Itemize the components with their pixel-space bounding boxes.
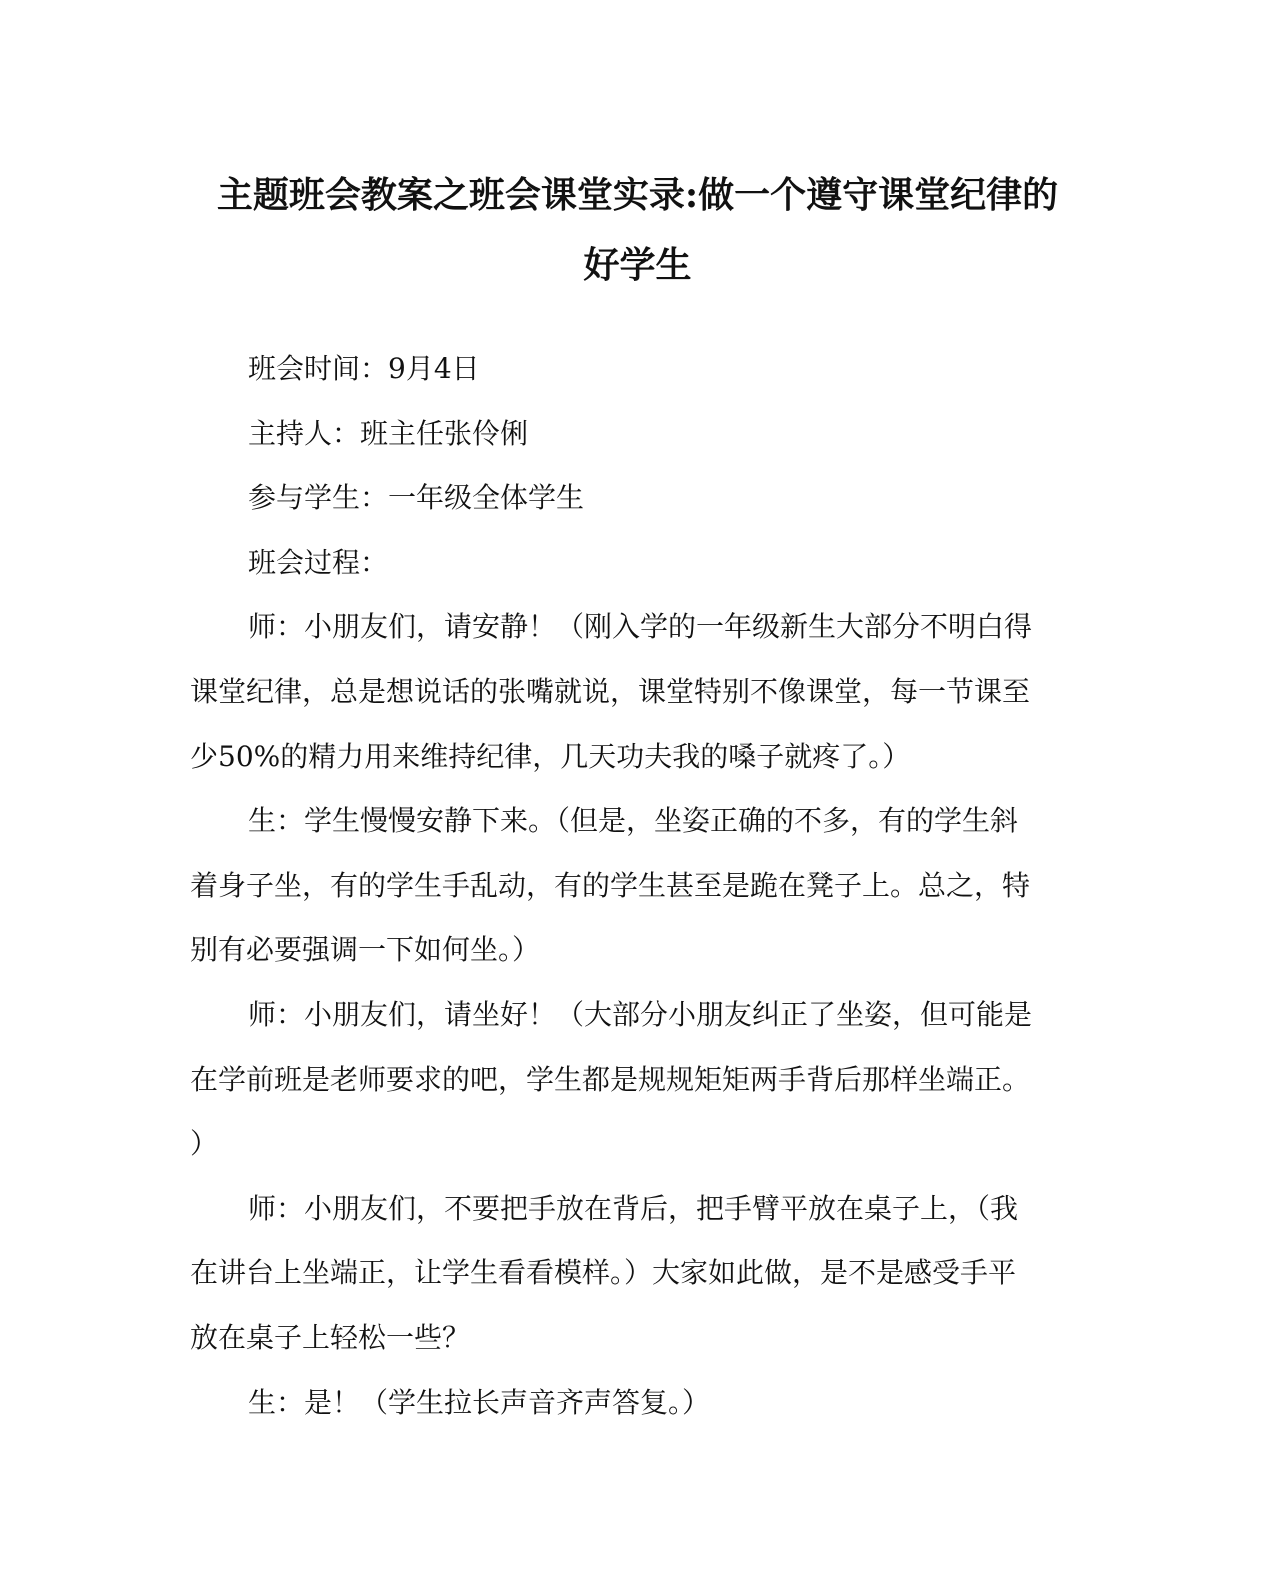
paragraph-line: 少50%的精力用来维持纪律，几天功夫我的嗓子就疼了。）: [190, 739, 911, 773]
paragraph-line: 师：小朋友们，不要把手放在背后，把手臂平放在桌子上，（我: [248, 1191, 1019, 1225]
meta-host: [190, 402, 1055, 467]
meta-host-text: 主持人：班主任张伶俐: [248, 416, 529, 450]
paragraph-line: 在学前班是老师要求的吧，学生都是规规矩矩两手背后那样坐端正。: [190, 1062, 1031, 1096]
paragraph-line: 放在桌子上轻松一些？: [190, 1320, 471, 1354]
paragraph-line: 着身子坐，有的学生手乱动，有的学生甚至是跪在凳子上。总之，特: [190, 868, 1031, 902]
meta-process: [190, 531, 1055, 596]
document-title: [160, 160, 1115, 300]
dialogue-paragraph-3: [190, 983, 1055, 1177]
meta-time: [190, 337, 1055, 402]
paragraph-line: 课堂纪律，总是想说话的张嘴就说，课堂特别不像课堂，每一节课至: [190, 674, 1031, 708]
paragraph-line: 师：小朋友们，请坐好！（大部分小朋友纠正了坐姿，但可能是: [248, 997, 1033, 1031]
meta-process-text: 班会过程：: [248, 545, 389, 579]
dialogue-paragraph-4: [190, 1177, 1055, 1371]
meta-participants: [190, 466, 1055, 531]
dialogue-paragraph-2: [190, 789, 1055, 983]
dialogue-paragraph-1: [190, 595, 1055, 789]
meta-time-text: 班会时间：9月4日: [248, 352, 480, 385]
document-body: [190, 337, 1055, 1435]
paragraph-line: 别有必要强调一下如何坐。）: [190, 933, 541, 967]
dialogue-paragraph-5: [190, 1371, 1055, 1436]
paragraph-line: 师：小朋友们，请安静！（刚入学的一年级新生大部分不明白得: [248, 610, 1033, 644]
meta-participants-text: 参与学生：一年级全体学生: [248, 481, 585, 515]
paragraph-line: 在讲台上坐端正，让学生看看模样。）大家如此做，是不是感受手平: [190, 1256, 1017, 1290]
title-line-2: 好学生: [583, 244, 692, 286]
paragraph-line: 生：是！（学生拉长声音齐声答复。）: [248, 1385, 711, 1419]
title-line-1: 主题班会教案之班会课堂实录:做一个遵守课堂纪律的: [216, 174, 1059, 216]
paragraph-line: ）: [190, 1127, 219, 1161]
paragraph-line: 生：学生慢慢安静下来。（但是，坐姿正确的不多，有的学生斜: [248, 804, 1019, 838]
